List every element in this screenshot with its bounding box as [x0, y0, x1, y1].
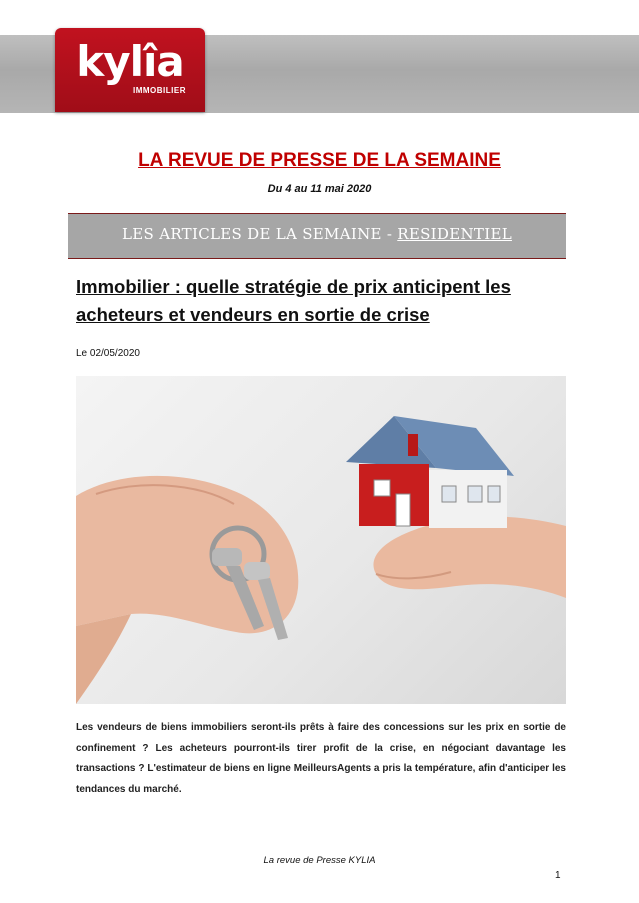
page-number: 1	[555, 870, 561, 881]
section-heading	[68, 225, 566, 243]
hands-keys-house-illustration	[76, 376, 566, 704]
logo-subtext: IMMOBILIER	[133, 86, 186, 95]
footer-text: La revue de Presse KYLIA	[263, 855, 376, 866]
kylia-logo	[55, 28, 205, 112]
section-sublabel: RESIDENTIEL	[397, 225, 512, 243]
article-date: Le 02/05/2020	[76, 348, 140, 359]
logo-text: kylîa	[76, 37, 184, 86]
article-title: Immobilier : quelle stratégie de prix anticipent les acheteurs et vendeurs en sortie de crise	[76, 276, 511, 325]
article-photo	[76, 376, 566, 704]
page-title: LA REVUE DE PRESSE DE LA SEMAINE	[138, 150, 501, 171]
date-range: Du 4 au 11 mai 2020	[267, 183, 372, 195]
article-body: Les vendeurs de biens immobiliers seront-ils prêts à faire des concessions sur les prix en sortie de confinement ? Les acheteurs pourront-ils tirer profit de la crise, en négociant davantage les transactions ? L'estimateur de biens en ligne MeilleursAgents a pris la température, afin d'anticiper les tendances du marché.	[76, 722, 566, 795]
tagline: UNE FAMILLE DE SPECIALISTES	[384, 129, 525, 139]
section-banner	[68, 213, 566, 259]
section-label: LES ARTICLES DE LA SEMAINE -	[122, 225, 398, 243]
